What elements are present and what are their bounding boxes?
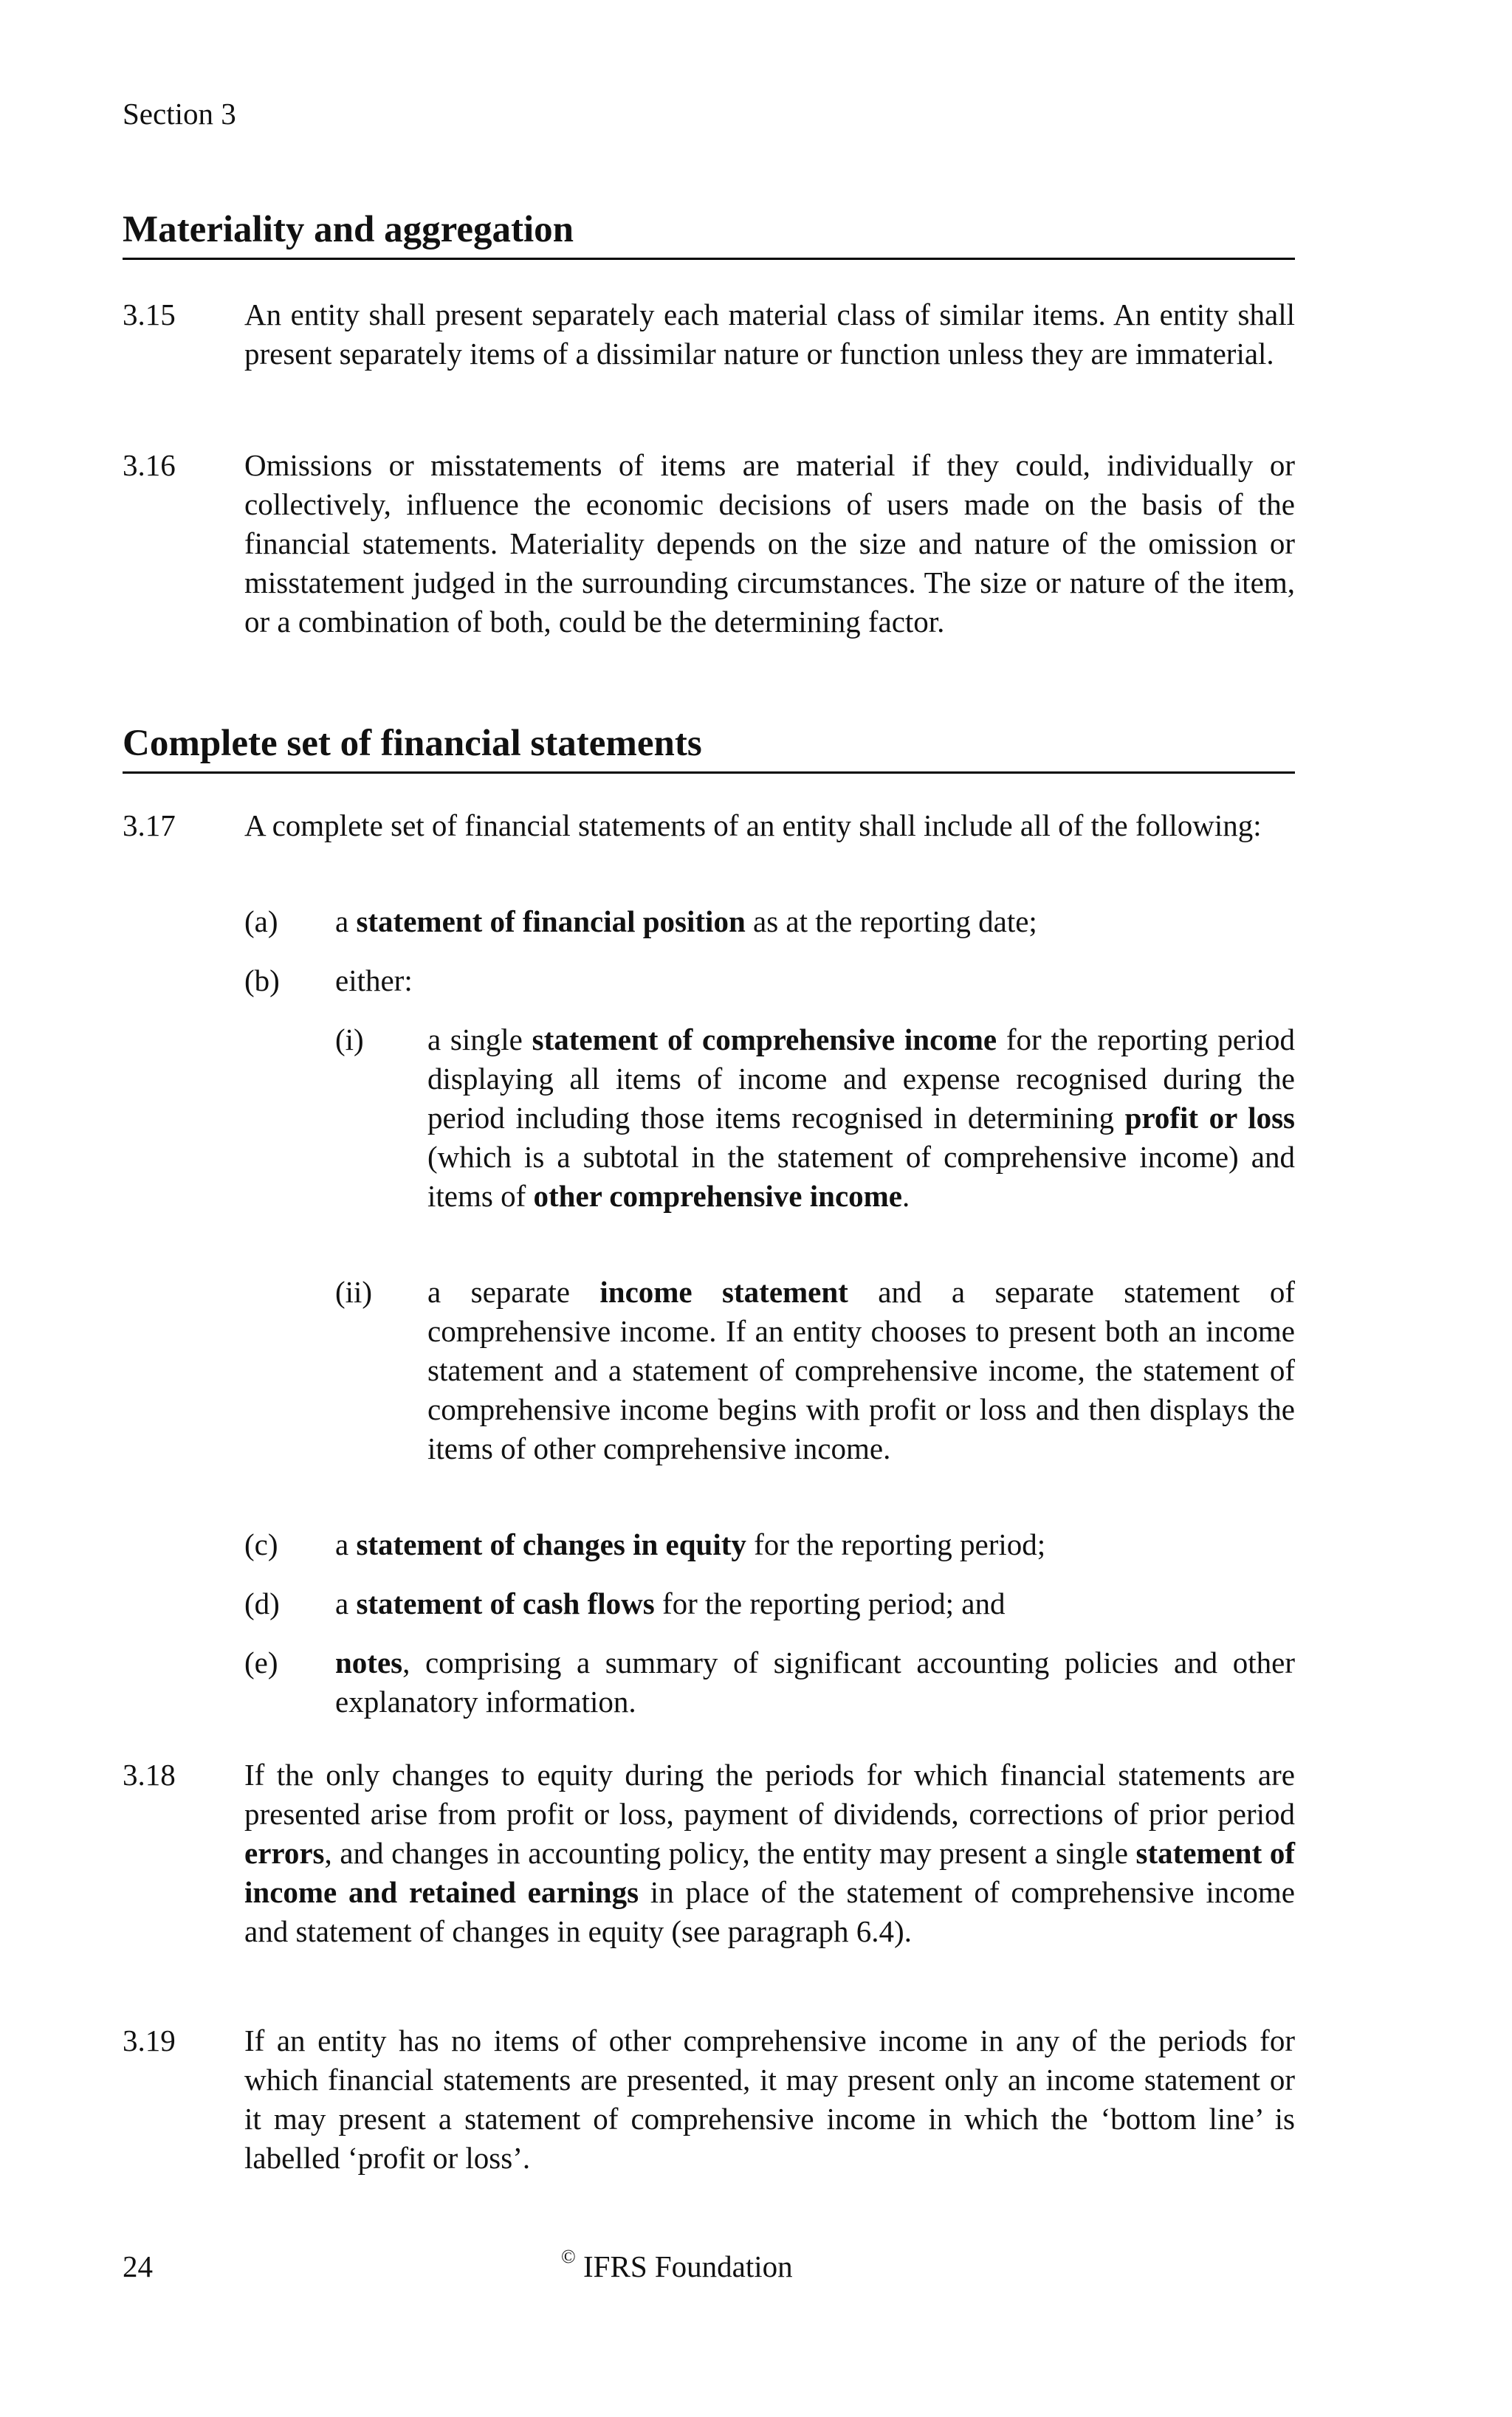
list-item-b-ii bbox=[123, 1273, 1295, 1468]
list-label: (b) bbox=[244, 963, 280, 997]
paragraph-number: 3.17 bbox=[123, 808, 176, 842]
paragraph-text: Omissions or misstatements of items are material if they could, individually or collectively, influence the economic decisions of users made on the basis of the financial statements. Materiality depends on the size and nature of the omission or misstatement judged in the surrounding circumstances. The size or nature of the item, or a combination of both, could be the determining factor. bbox=[244, 448, 1295, 639]
copyright-notice bbox=[561, 2246, 793, 2284]
list-text: a statement of financial position as at the reporting date; bbox=[335, 904, 1037, 938]
heading-materiality: Materiality and aggregation bbox=[123, 208, 1295, 260]
sublist-text: a single statement of comprehensive income for the reporting period displaying all items of income and expense recognised during the period including those items recognised in determining profit or loss (which is a subtotal in the statement of comprehensive income) and items of other comprehensive income. bbox=[427, 1022, 1295, 1213]
list-label: (d) bbox=[244, 1586, 280, 1620]
paragraph-number: 3.15 bbox=[123, 298, 176, 331]
paragraph-text: An entity shall present separately each material class of similar items. An entity shall present separately items of a dissimilar nature or function unless they are immaterial. bbox=[244, 298, 1295, 371]
paragraph-text: A complete set of financial statements of an entity shall include all of the following: bbox=[244, 808, 1262, 842]
paragraph-number: 3.18 bbox=[123, 1758, 176, 1792]
paragraph-number: 3.19 bbox=[123, 2024, 176, 2057]
section-label: Section 3 bbox=[123, 97, 236, 131]
paragraph-number: 3.16 bbox=[123, 448, 176, 482]
paragraph-3-16 bbox=[123, 446, 1295, 642]
list-label: (e) bbox=[244, 1646, 278, 1679]
copyright-text: IFRS Foundation bbox=[575, 2249, 793, 2283]
list-item-d bbox=[123, 1584, 1295, 1623]
list-label: (a) bbox=[244, 904, 278, 938]
sublist-text: a separate income statement and a separate statement of comprehensive income. If an entity chooses to present both an income statement and a statement of comprehensive income, the statement of comprehensive income begins with profit or loss and then displays the items of other comprehensive income. bbox=[427, 1275, 1295, 1465]
page-number: 24 bbox=[123, 2249, 153, 2283]
list-item-b-i bbox=[123, 1020, 1295, 1216]
list-item-e bbox=[123, 1643, 1295, 1722]
list-item-b bbox=[123, 961, 1295, 1000]
paragraph-3-18 bbox=[123, 1756, 1295, 1951]
copyright-symbol: © bbox=[561, 2246, 576, 2268]
list-item-c bbox=[123, 1525, 1295, 1564]
paragraph-3-17 bbox=[123, 806, 1295, 845]
list-label: (c) bbox=[244, 1527, 278, 1561]
paragraph-text: If an entity has no items of other comprehensive income in any of the periods for which financial statements are presented, it may present only an income statement or it may present a statement of comprehensive income in which the ‘bottom line’ is labelled ‘profit or loss’. bbox=[244, 2024, 1295, 2175]
list-text: a statement of changes in equity for the reporting period; bbox=[335, 1527, 1046, 1561]
paragraph-text: If the only changes to equity during the periods for which financial statements are presented arise from profit or loss, payment of dividends, corrections of prior period errors, and changes in accounting policy, the entity may present a single statement of income and retained earnings in place of the statement of comprehensive income and statement of changes in equity (see paragraph 6.4). bbox=[244, 1758, 1295, 1948]
sublist-label: (ii) bbox=[335, 1275, 373, 1309]
paragraph-3-19 bbox=[123, 2021, 1295, 2178]
paragraph-3-15 bbox=[123, 295, 1295, 374]
sublist-label: (i) bbox=[335, 1022, 364, 1056]
list-text: a statement of cash flows for the reporting period; and bbox=[335, 1586, 1006, 1620]
list-text: notes, comprising a summary of significant accounting policies and other explanatory information. bbox=[335, 1646, 1295, 1719]
list-text: either: bbox=[335, 963, 413, 997]
heading-complete-set: Complete set of financial statements bbox=[123, 722, 1295, 774]
list-item-a bbox=[123, 902, 1295, 941]
